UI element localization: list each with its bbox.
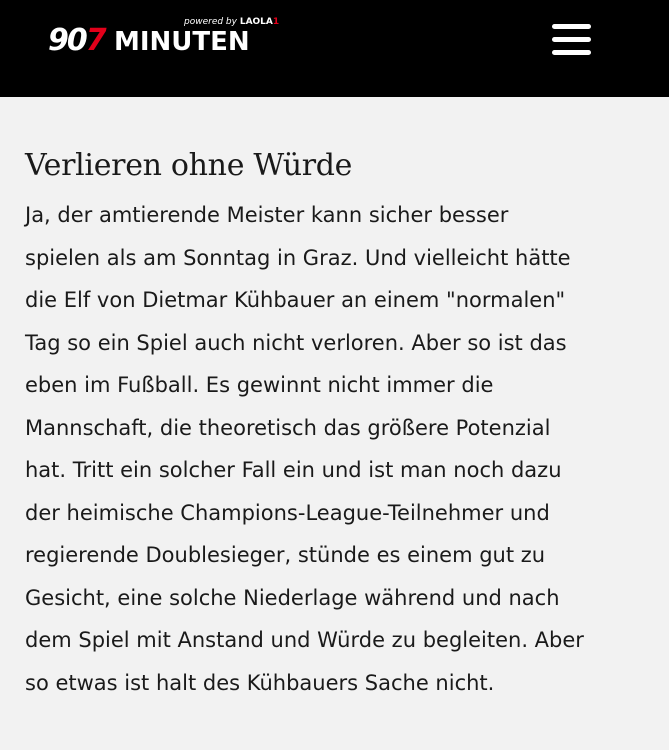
90minuten-logo[interactable] — [48, 18, 278, 60]
body-line: so etwas ist halt des Kühbauers Sache nicht. — [25, 670, 495, 695]
menu-bar-top — [552, 24, 591, 29]
powered-by-text: powered by — [184, 17, 240, 27]
article-body — [25, 194, 645, 704]
body-line: eben im Fußball. Es gewinnt nicht immer die — [25, 373, 494, 397]
article-content — [25, 144, 645, 704]
body-line: spielen als am Sonntag in Graz. Und vielleicht hätte — [25, 245, 571, 270]
body-line: hat. Tritt ein solcher Fall ein und ist man noch dazu — [25, 458, 562, 482]
laola-brand-text: LAOLA — [239, 17, 273, 27]
body-line: Gesicht, eine solche Niederlage während und nach — [25, 585, 560, 610]
body-line: Tag so ein Spiel auch nicht verloren. Aber so ist das — [25, 330, 567, 355]
top-header — [0, 0, 669, 97]
menu-bar-middle — [552, 37, 591, 42]
body-line: die Elf von Dietmar Kühbauer an einem "normalen" — [25, 288, 566, 312]
logo-mark — [48, 24, 105, 58]
body-line: dem Spiel mit Anstand und Würde zu begleiten. Aber — [25, 628, 584, 652]
article-heading: Verlieren ohne Würde — [25, 148, 353, 183]
body-line: Ja, der amtierende Meister kann sicher besser — [25, 203, 509, 227]
hamburger-menu-icon[interactable] — [550, 20, 594, 60]
logo-mark-seven: 7 — [85, 23, 105, 58]
logo-mark-prefix: 90 — [48, 23, 86, 58]
body-line: Mannschaft, die theoretisch das größere Potenzial — [25, 415, 551, 440]
laola-brand-suffix: 1 — [272, 17, 280, 27]
logo-wordmark: MINUTEN — [114, 27, 250, 57]
menu-bar-bottom — [552, 50, 591, 55]
body-line: der heimische Champions-League-Teilnehmer und — [25, 500, 550, 525]
body-line: regierende Doublesieger, stünde es einem gut zu — [25, 543, 546, 567]
